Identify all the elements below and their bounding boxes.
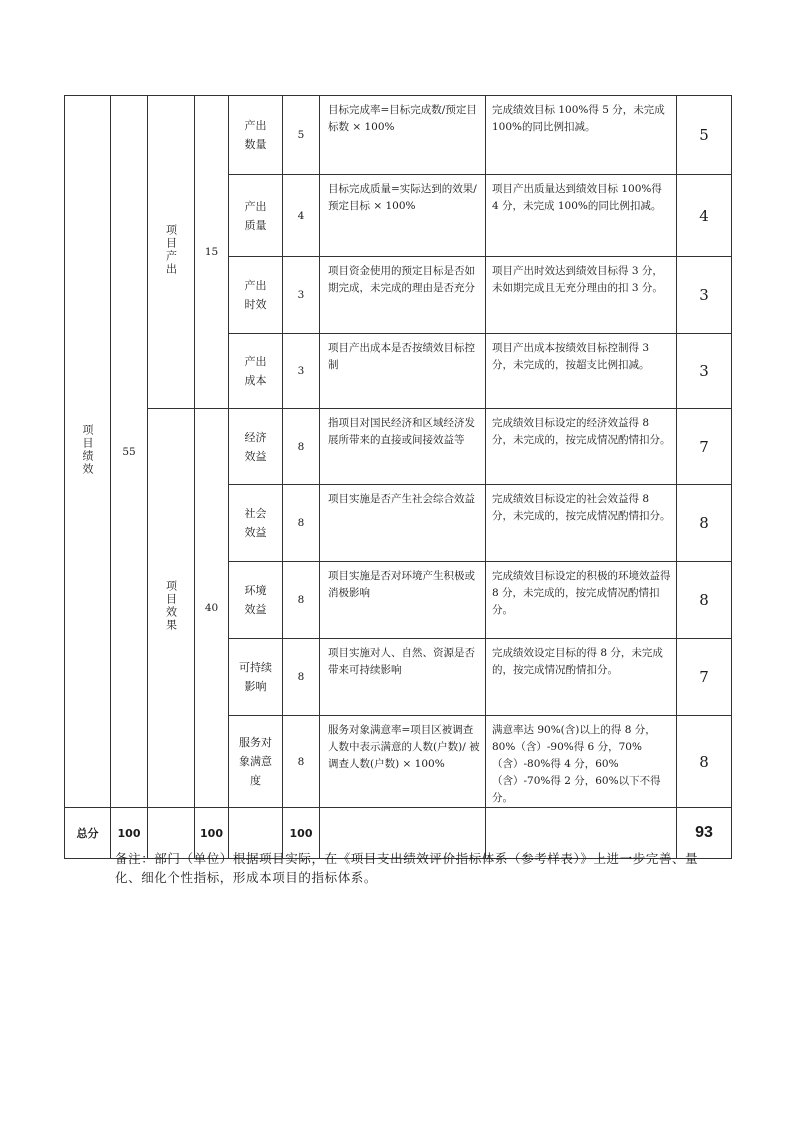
remark-note: 备注：部门（单位）根据项目实际，在《项目支出绩效评价指标体系（参考样表）》上进一步完善、量化、细化个性指标，形成本项目的指标体系。	[115, 851, 699, 885]
indicator-name: 产出时效	[229, 257, 283, 334]
level1-label-cell	[65, 96, 111, 808]
scoring-standard: 完成绩效目标设定的社会效益得 8 分，未完成的，按完成情况酌情扣分。	[486, 485, 677, 562]
table-row	[65, 96, 732, 175]
group-label: 项目产出	[164, 224, 178, 276]
indicator-name: 可持续影响	[229, 639, 283, 716]
indicator-weight: 8	[283, 562, 320, 639]
indicator-name: 产出数量	[229, 96, 283, 175]
indicator-weight: 8	[283, 485, 320, 562]
indicator-weight: 3	[283, 257, 320, 334]
group-label: 项目效果	[164, 580, 178, 632]
score-value: 3	[677, 257, 732, 334]
score-value: 8	[677, 485, 732, 562]
indicator-name: 经济效益	[229, 409, 283, 485]
group-label-cell	[148, 96, 195, 409]
score-value: 7	[677, 409, 732, 485]
indicator-content: 指项目对国民经济和区域经济发展所带来的直接或间接效益等	[320, 409, 486, 485]
level1-label: 项目绩效	[81, 423, 94, 476]
score-value: 3	[677, 334, 732, 409]
indicator-name: 服务对象满意度	[229, 716, 283, 808]
indicator-content: 项目资金使用的预定目标是否如期完成，未完成的理由是否充分	[320, 257, 486, 334]
indicator-content: 目标完成率=目标完成数/预定目标数 × 100%	[320, 96, 486, 175]
indicator-name: 产出成本	[229, 334, 283, 409]
scoring-standard: 完成绩效设定目标的得 8 分，未完成的，按完成情况酌情扣分。	[486, 639, 677, 716]
indicator-name: 环境效益	[229, 562, 283, 639]
total-label: 总分	[65, 808, 111, 859]
total-level3-weight: 100	[283, 808, 320, 859]
score-value: 8	[677, 716, 732, 808]
indicator-content: 项目实施对人、自然、资源是否带来可持续影响	[320, 639, 486, 716]
scoring-standard: 项目产出质量达到绩效目标 100%得 4 分，未完成 100%的同比例扣减。	[486, 175, 677, 257]
score-value: 7	[677, 639, 732, 716]
indicator-content: 服务对象满意率=项目区被调查人数中表示满意的人数(户数)/ 被调查人数(户数) × 100%	[320, 716, 486, 808]
total-level1-score: 100	[111, 808, 148, 859]
score-value: 5	[677, 96, 732, 175]
group-weight: 15	[195, 96, 229, 409]
scoring-standard: 项目产出成本按绩效目标控制得 3 分，未完成的，按超支比例扣减。	[486, 334, 677, 409]
indicator-table	[64, 95, 732, 859]
table-row	[65, 409, 732, 485]
indicator-content: 目标完成质量=实际达到的效果/预定目标 × 100%	[320, 175, 486, 257]
scoring-standard: 满意率达 90%(含)以上的得 8 分，80%（含）-90%得 6 分，70%（含）-80%得 4 分，60%（含）-70%得 2 分，60%以下不得分。	[486, 716, 677, 808]
indicator-weight: 8	[283, 639, 320, 716]
indicator-name: 产出质量	[229, 175, 283, 257]
indicator-name: 社会效益	[229, 485, 283, 562]
indicator-weight: 8	[283, 409, 320, 485]
scoring-standard: 完成绩效目标设定的积极的环境效益得 8 分，未完成的，按完成情况酌情扣分。	[486, 562, 677, 639]
scoring-standard: 项目产出时效达到绩效目标得 3 分，未如期完成且无充分理由的扣 3 分。	[486, 257, 677, 334]
scoring-standard: 完成绩效目标设定的经济效益得 8 分，未完成的，按完成情况酌情扣分。	[486, 409, 677, 485]
indicator-content: 项目产出成本是否按绩效目标控制	[320, 334, 486, 409]
indicator-weight: 3	[283, 334, 320, 409]
indicator-weight: 5	[283, 96, 320, 175]
group-weight: 40	[195, 409, 229, 808]
indicator-content: 项目实施是否对环境产生积极或消极影响	[320, 562, 486, 639]
total-score: 93	[677, 808, 732, 859]
score-value: 8	[677, 562, 732, 639]
score-value: 4	[677, 175, 732, 257]
indicator-weight: 4	[283, 175, 320, 257]
indicator-content: 项目实施是否产生社会综合效益	[320, 485, 486, 562]
total-level2-weight: 100	[195, 808, 229, 859]
level1-score: 55	[111, 96, 148, 808]
indicator-weight: 8	[283, 716, 320, 808]
scoring-standard: 完成绩效目标 100%得 5 分，未完成 100%的同比例扣减。	[486, 96, 677, 175]
group-label-cell	[148, 409, 195, 808]
